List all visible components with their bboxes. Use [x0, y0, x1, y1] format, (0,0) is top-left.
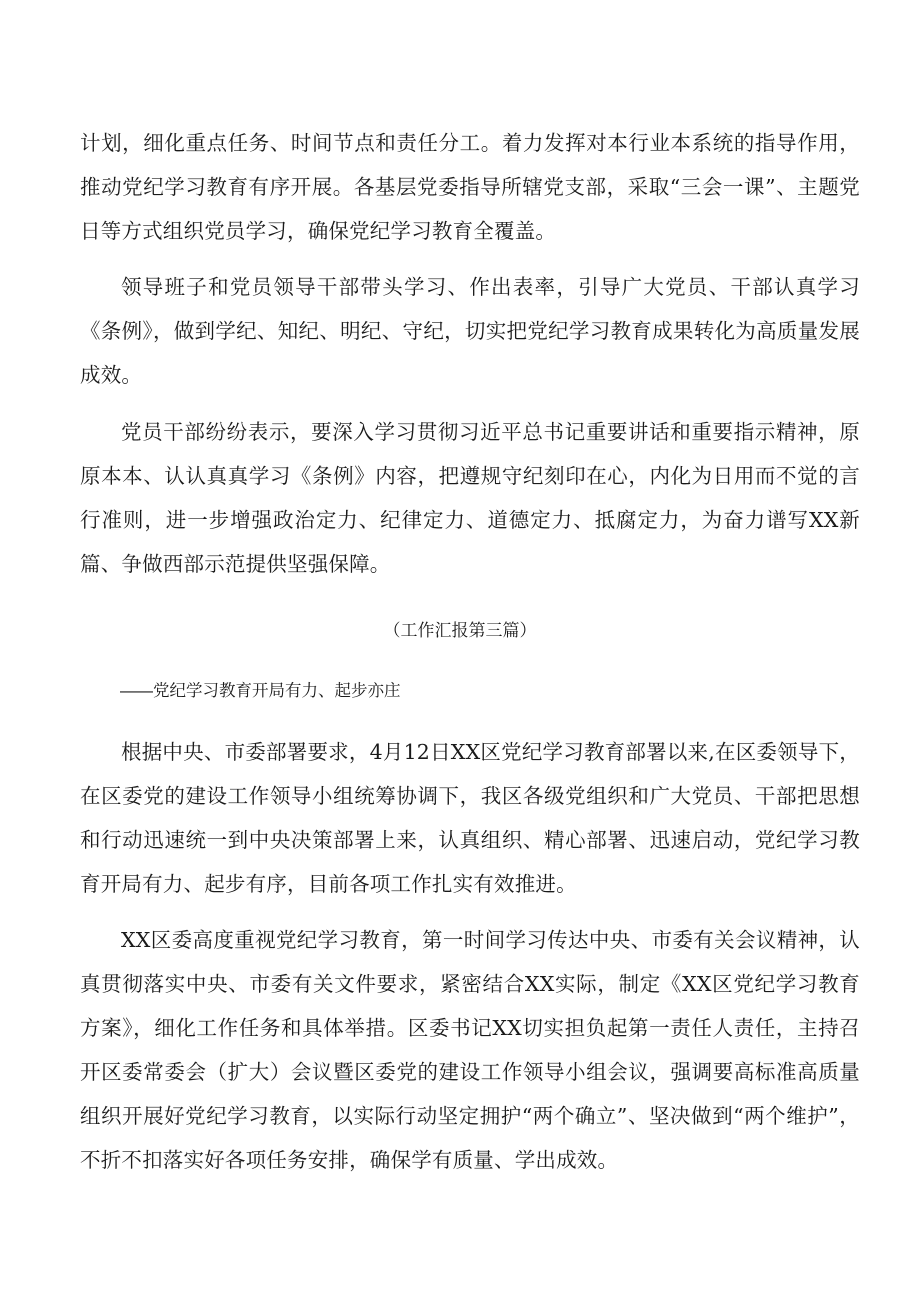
section-paragraph-2: XX区委高度重视党纪学习教育，第一时间学习传达中央、市委有关会议精神，认真贯彻落实中央、市委有关文件要求，紧密结合XX实际，制定《XX区党纪学习教育方案》，细化工作任务和具体举措。区委书记XX切实担负起第一责任人责任，主持召开区委常委会（扩大）会议暨区委党的建设工作领导小组会议，强调要高标准高质量组织开展好党纪学习教育，以实际行动坚定拥护“两个确立”、坚决做到“两个维护”，不折不扣落实好各项任务安排，确保学有质量、学出成效。 [80, 928, 860, 1172]
paragraph-2: 领导班子和党员领导干部带头学习、作出表率，引导广大党员、干部认真学习《条例》，做到学纪、知纪、明纪、守纪，切实把党纪学习教育成果转化为高质量发展成效。 [80, 275, 860, 387]
paragraph-3: 党员干部纷纷表示，要深入学习贯彻习近平总书记重要讲话和重要指示精神，原原本本、认认真真学习《条例》内容，把遵规守纪刻印在心，内化为日用而不觉的言行准则，进一步增强政治定力、纪律定力、道德定力、抵腐定力，为奋力谱写XX新篇、争做西部示范提供坚强保障。 [80, 420, 860, 576]
section-subtitle: ——党纪学习教育开局有力、起步亦庄 [120, 682, 401, 700]
section-paragraph-1: 根据中央、市委部署要求，4月12日XX区党纪学习教育部署以来,在区委领导下，在区委党的建设工作领导小组统筹协调下，我区各级党组织和广大党员、干部把思想和行动迅速统一到中央决策部署上来，认真组织、精心部署、迅速启动，党纪学习教育开局有力、起步有序，目前各项工作扎实有效推进。 [80, 740, 860, 896]
paragraph-1: 计划，细化重点任务、时间节点和责任分工。着力发挥对本行业本系统的指导作用，推动党纪学习教育有序开展。各基层党委指导所辖党支部，采取“三会一课”、主题党日等方式组织党员学习，确保党纪学习教育全覆盖。 [80, 131, 860, 243]
section-heading: （工作汇报第三篇） [383, 621, 537, 640]
